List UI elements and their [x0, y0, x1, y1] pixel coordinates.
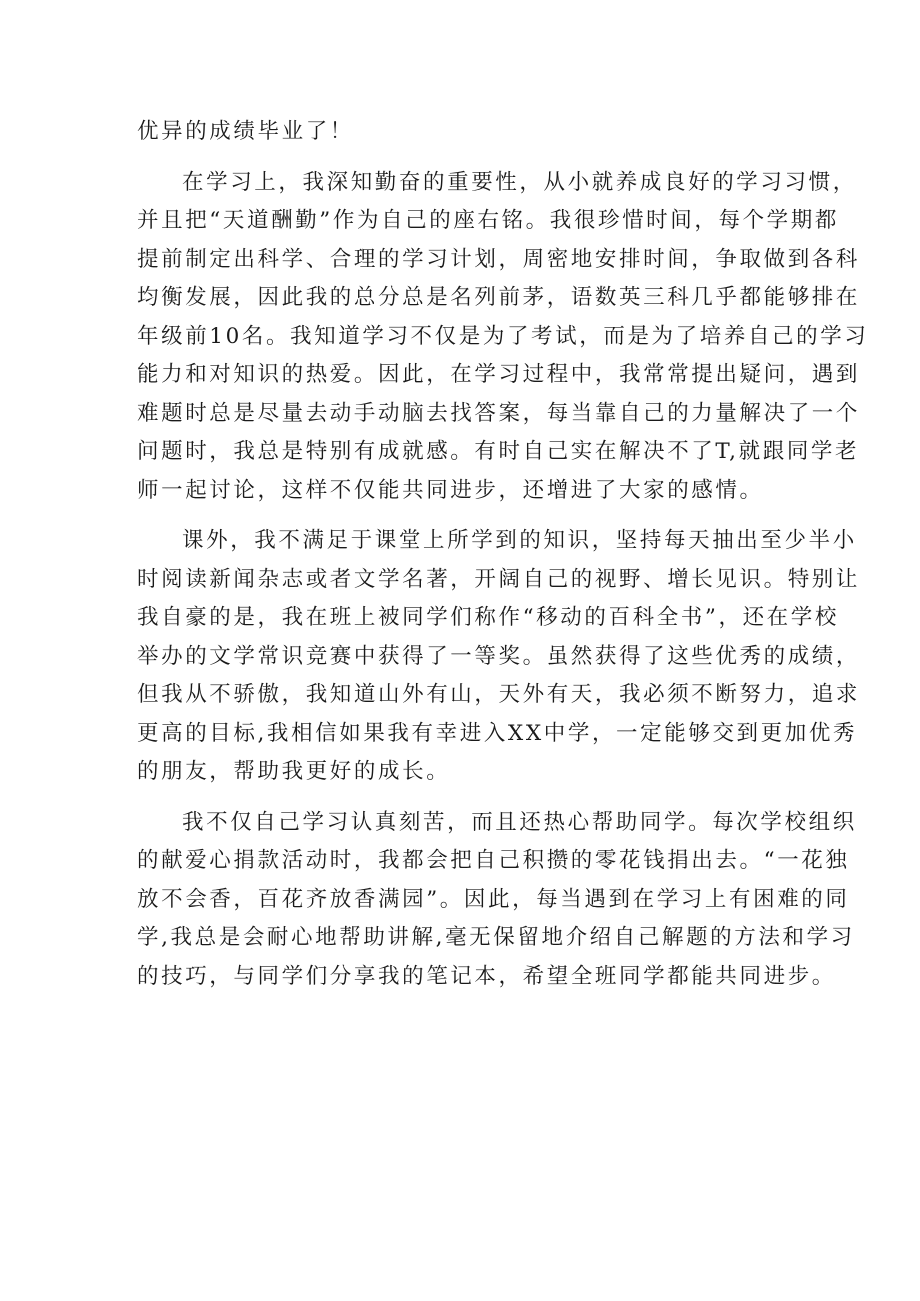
text-line: 均衡发展，因此我的总分总是名列前茅，语数英三科几乎都能够排在 [137, 285, 861, 310]
text-line: 难题时总是尽量去动手动脑去找答案，每当靠自己的力量解决了一个 [137, 400, 861, 426]
text-line: 并且把“天道酬勤”作为自己的座右铭。我很珍惜时间，每个学期都 [137, 208, 839, 233]
text-line: 能力和对知识的热爱。因此，在学习过程中，我常常提出疑问，遇到 [137, 362, 861, 387]
text-line: 我不仅自己学习认真刻苦，而且还热心帮助同学。每次学校组织 [182, 809, 857, 835]
text-line: 的朋友，帮助我更好的成长。 [137, 759, 451, 784]
text-line: 举办的文学常识竞赛中获得了一等奖。虽然获得了这些优秀的成绩， [137, 643, 861, 669]
text-line: 问题时，我总是特别有成就感。有时自己实在解决不了T,就跟同学老 [137, 439, 860, 464]
text-line: 提前制定出科学、合理的学习计划，周密地安排时间，争取做到各科 [137, 246, 861, 272]
text-line: 放不会香，百花齐放香满园”。因此，每当遇到在学习上有困难的同 [137, 886, 850, 912]
paragraph-intro-tail [137, 113, 797, 152]
text-line: 课外，我不满足于课堂上所学到的知识，坚持每天抽出至少半小 [182, 528, 857, 553]
text-line: 年级前10名。我知道学习不仅是为了考试，而是为了培养自己的学习 [137, 323, 869, 349]
text-line: 更高的目标,我相信如果我有幸进入XX中学，一定能够交到更加优秀 [137, 720, 858, 746]
text-line: 但我从不骄傲，我知道山外有山，天外有天，我必须不断努力，追求 [137, 682, 861, 707]
text-line: 我自豪的是，我在班上被同学们称作“移动的百科全书”，还在学校 [137, 605, 839, 630]
text-line: 在学习上，我深知勤奋的重要性，从小就养成良好的学习习惯， [182, 169, 857, 195]
text-line: 的技巧，与同学们分享我的笔记本，希望全班同学都能共同进步。 [137, 963, 836, 989]
text-line: 师一起讨论，这样不仅能共同进步，还增进了大家的感情。 [137, 477, 764, 503]
text-line: 优异的成绩毕业了！ [137, 119, 354, 144]
paragraph-extracurricular [137, 522, 861, 792]
document-body [137, 113, 869, 996]
text-line: 学,我总是会耐心地帮助讲解,毫无保留地介绍自己解题的方法和学习 [137, 925, 855, 950]
text-line: 时阅读新闻杂志或者文学名著，开阔自己的视野、增长见识。特别让 [137, 566, 861, 592]
text-line: 的献爱心捐款活动时，我都会把自己积攒的零花钱捐出去。“一花独 [137, 848, 850, 873]
paragraph-helping [137, 804, 857, 997]
paragraph-study [137, 164, 869, 511]
